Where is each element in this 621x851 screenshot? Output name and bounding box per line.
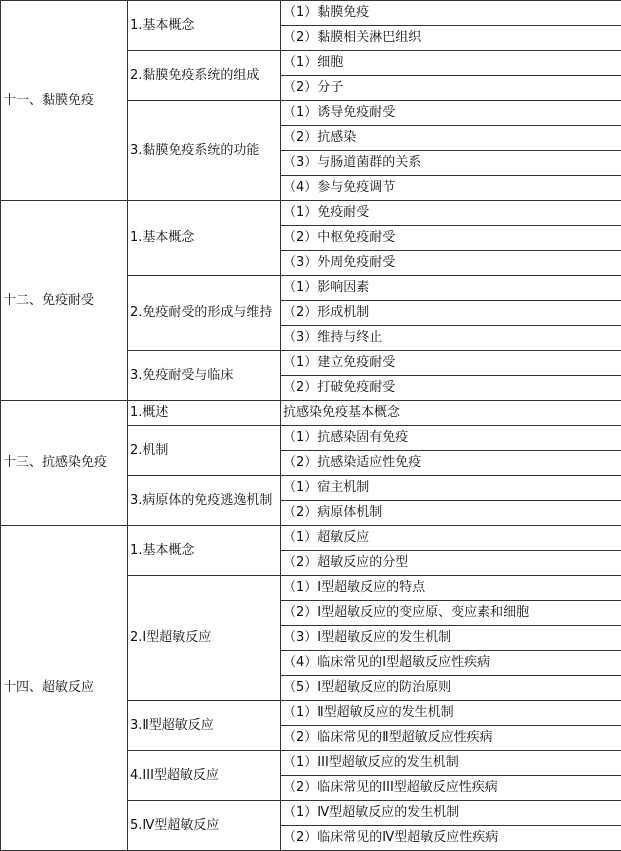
point-item: （1）免疫耐受 xyxy=(281,201,621,226)
topic-title: 1.基本概念 xyxy=(128,201,281,276)
point-item: 抗感染免疫基本概念 xyxy=(281,401,621,426)
point-item: （4）临床常见的Ⅰ型超敏反应性疾病 xyxy=(281,651,621,676)
point-item: （2）超敏反应的分型 xyxy=(281,551,621,576)
point-item: （2）病原体机制 xyxy=(281,501,621,526)
topic-title: 1.基本概念 xyxy=(128,1,281,51)
table-row xyxy=(1,1,621,26)
point-item: （1）抗感染固有免疫 xyxy=(281,426,621,451)
point-item: （2）形成机制 xyxy=(281,301,621,326)
point-item: （1）影响因素 xyxy=(281,276,621,301)
point-item: （2）临床常见的Ⅳ型超敏反应性疾病 xyxy=(281,826,621,851)
point-item: （2）Ⅰ型超敏反应的变应原、变应素和细胞 xyxy=(281,601,621,626)
point-item: （3）维持与终止 xyxy=(281,326,621,351)
point-item: （5）Ⅰ型超敏反应的防治原则 xyxy=(281,676,621,701)
unit-title: 十三、抗感染免疫 xyxy=(1,401,128,526)
unit-title: 十二、免疫耐受 xyxy=(1,201,128,401)
topic-title: 3.免疫耐受与临床 xyxy=(128,351,281,401)
point-item: （1）Ⅱ型超敏反应的发生机制 xyxy=(281,701,621,726)
point-item: （4）参与免疫调节 xyxy=(281,176,621,201)
unit-title: 十四、超敏反应 xyxy=(1,526,128,851)
point-item: （2）临床常见的Ⅱ型超敏反应性疾病 xyxy=(281,726,621,751)
point-item: （3）与肠道菌群的关系 xyxy=(281,151,621,176)
table-row xyxy=(1,526,621,551)
point-item: （1）III型超敏反应的发生机制 xyxy=(281,751,621,776)
topic-title: 2.机制 xyxy=(128,426,281,476)
point-item: （1）Ⅰ型超敏反应的特点 xyxy=(281,576,621,601)
topic-title: 1.基本概念 xyxy=(128,526,281,576)
point-item: （1）超敏反应 xyxy=(281,526,621,551)
point-item: （1）细胞 xyxy=(281,51,621,76)
point-item: （1）Ⅳ型超敏反应的发生机制 xyxy=(281,801,621,826)
topic-title: 4.III型超敏反应 xyxy=(128,751,281,801)
point-item: （2）分子 xyxy=(281,76,621,101)
point-item: （2）打破免疫耐受 xyxy=(281,376,621,401)
point-item: （2）中枢免疫耐受 xyxy=(281,226,621,251)
point-item: （1）宿主机制 xyxy=(281,476,621,501)
point-item: （3）外周免疫耐受 xyxy=(281,251,621,276)
topic-title: 2.黏膜免疫系统的组成 xyxy=(128,51,281,101)
point-item: （2）抗感染适应性免疫 xyxy=(281,451,621,476)
topic-title: 5.Ⅳ型超敏反应 xyxy=(128,801,281,851)
point-item: （2）临床常见的III型超敏反应性疾病 xyxy=(281,776,621,801)
topic-title: 3.Ⅱ型超敏反应 xyxy=(128,701,281,751)
syllabus-table-body xyxy=(1,1,621,851)
topic-title: 3.病原体的免疫逃逸机制 xyxy=(128,476,281,526)
point-item: （3）Ⅰ型超敏反应的发生机制 xyxy=(281,626,621,651)
point-item: （2）抗感染 xyxy=(281,126,621,151)
topic-title: 3.黏膜免疫系统的功能 xyxy=(128,101,281,201)
point-item: （1）建立免疫耐受 xyxy=(281,351,621,376)
point-item: （1）黏膜免疫 xyxy=(281,1,621,26)
unit-title: 十一、黏膜免疫 xyxy=(1,1,128,201)
topic-title: 2.免疫耐受的形成与维持 xyxy=(128,276,281,351)
topic-title: 1.概述 xyxy=(128,401,281,426)
table-row xyxy=(1,401,621,426)
point-item: （2）黏膜相关淋巴组织 xyxy=(281,26,621,51)
point-item: （1）诱导免疫耐受 xyxy=(281,101,621,126)
topic-title: 2.Ⅰ型超敏反应 xyxy=(128,576,281,701)
table-row xyxy=(1,201,621,226)
